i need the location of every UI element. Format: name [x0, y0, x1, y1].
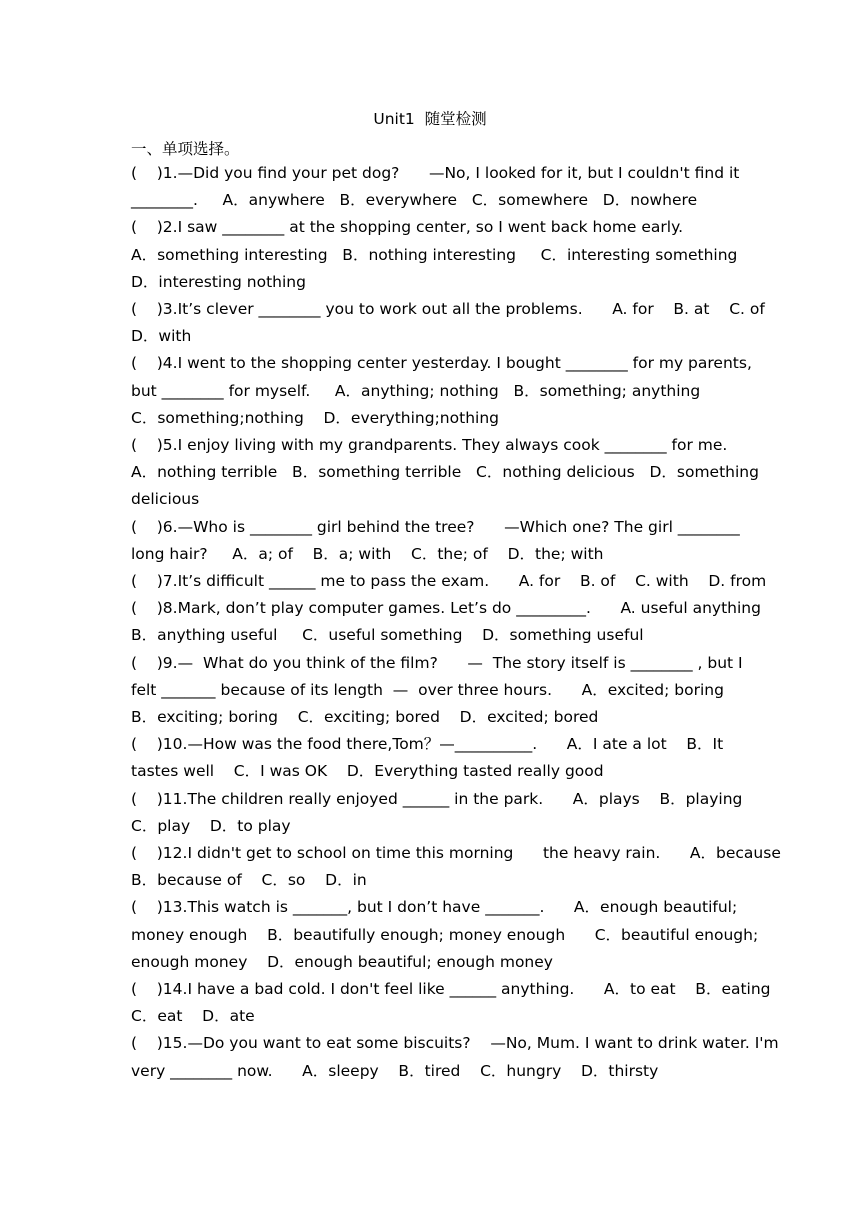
- question-line: C．play D．to play: [131, 816, 291, 835]
- question-line: ( )13.This watch is _______, but I don’t have _______. A．enough beautiful;: [131, 898, 738, 917]
- question-line: B．exciting; boring C．exciting; bored D．excited; bored: [131, 708, 599, 726]
- question-line: ( )10.—How was the food there,Tom？—__________. A．I ate a lot B．It: [131, 735, 724, 754]
- question-line: enough money D．enough beautiful; enough money: [131, 952, 553, 971]
- question-line: ( )14.I have a bad cold. I don't feel like ______ anything. A．to eat B．eating: [131, 980, 771, 998]
- question-line: ( )11.The children really enjoyed ______ in the park. A．plays B．playing: [131, 789, 743, 808]
- question-line: tastes well C．I was OK D．Everything tasted really good: [131, 762, 604, 781]
- question-line: but ________ for myself. A．anything; nothing B．something; anything: [131, 381, 701, 400]
- question-line: B．because of C．so D．in: [131, 871, 367, 890]
- question-line: ( )5.I enjoy living with my grandparents. They always cook ________ for me.: [131, 436, 728, 454]
- question-line: ( )6.—Who is ________ girl behind the tree? —Which one? The girl ________: [131, 517, 740, 536]
- question-line: ( )7.It’s difficult ______ me to pass the exam. A. for B. of C. with D. from: [131, 572, 767, 590]
- question-line: A．nothing terrible B．something terrible C．nothing delicious D．something: [131, 463, 759, 482]
- question-line: C．something;nothing D．everything;nothing: [131, 408, 499, 427]
- question-line: ( )8.Mark, don’t play computer games. Let’s do _________. A. useful anything: [131, 599, 761, 618]
- question-line: ( )9.— What do you think of the film? — The story itself is ________ , but I: [131, 653, 743, 672]
- page-title: Unit1 随堂检测: [373, 110, 487, 128]
- question-line: B．anything useful C．useful something D．something useful: [131, 626, 644, 645]
- question-line: ________. A．anywhere B．everywhere C．somewhere D．nowhere: [131, 191, 698, 210]
- question-line: ( )2.I saw ________ at the shopping center, so I went back home early.: [131, 218, 683, 237]
- question-line: A．something interesting B．nothing interesting C．interesting something: [131, 245, 738, 264]
- question-line: long hair? A．a; of B．a; with C．the; of D．the; with: [131, 544, 604, 563]
- question-line: C．eat D．ate: [131, 1007, 255, 1026]
- question-line: D．with: [131, 327, 192, 346]
- question-line: ( )3.It’s clever ________ you to work out all the problems. A. for B. at C. of: [131, 300, 765, 318]
- question-line: D．interesting nothing: [131, 272, 306, 291]
- question-line: felt _______ because of its length — over three hours. A．excited; boring: [131, 680, 724, 699]
- question-line: very ________ now. A．sleepy B．tired C．hungry D．thirsty: [131, 1061, 659, 1080]
- question-line: delicious: [131, 490, 200, 509]
- question-line: ( )1.—Did you find your pet dog? —No, I looked for it, but I couldn't find it: [131, 164, 740, 182]
- section-heading: 一、单项选择。: [131, 140, 240, 158]
- question-line: ( )15.—Do you want to eat some biscuits? —No, Mum. I want to drink water. I'm: [131, 1034, 779, 1053]
- question-line: ( )12.I didn't get to school on time this morning the heavy rain. A．because: [131, 844, 781, 862]
- question-line: ( )4.I went to the shopping center yesterday. I bought ________ for my parents,: [131, 354, 752, 373]
- question-line: money enough B．beautifully enough; money enough C．beautiful enough;: [131, 925, 759, 944]
